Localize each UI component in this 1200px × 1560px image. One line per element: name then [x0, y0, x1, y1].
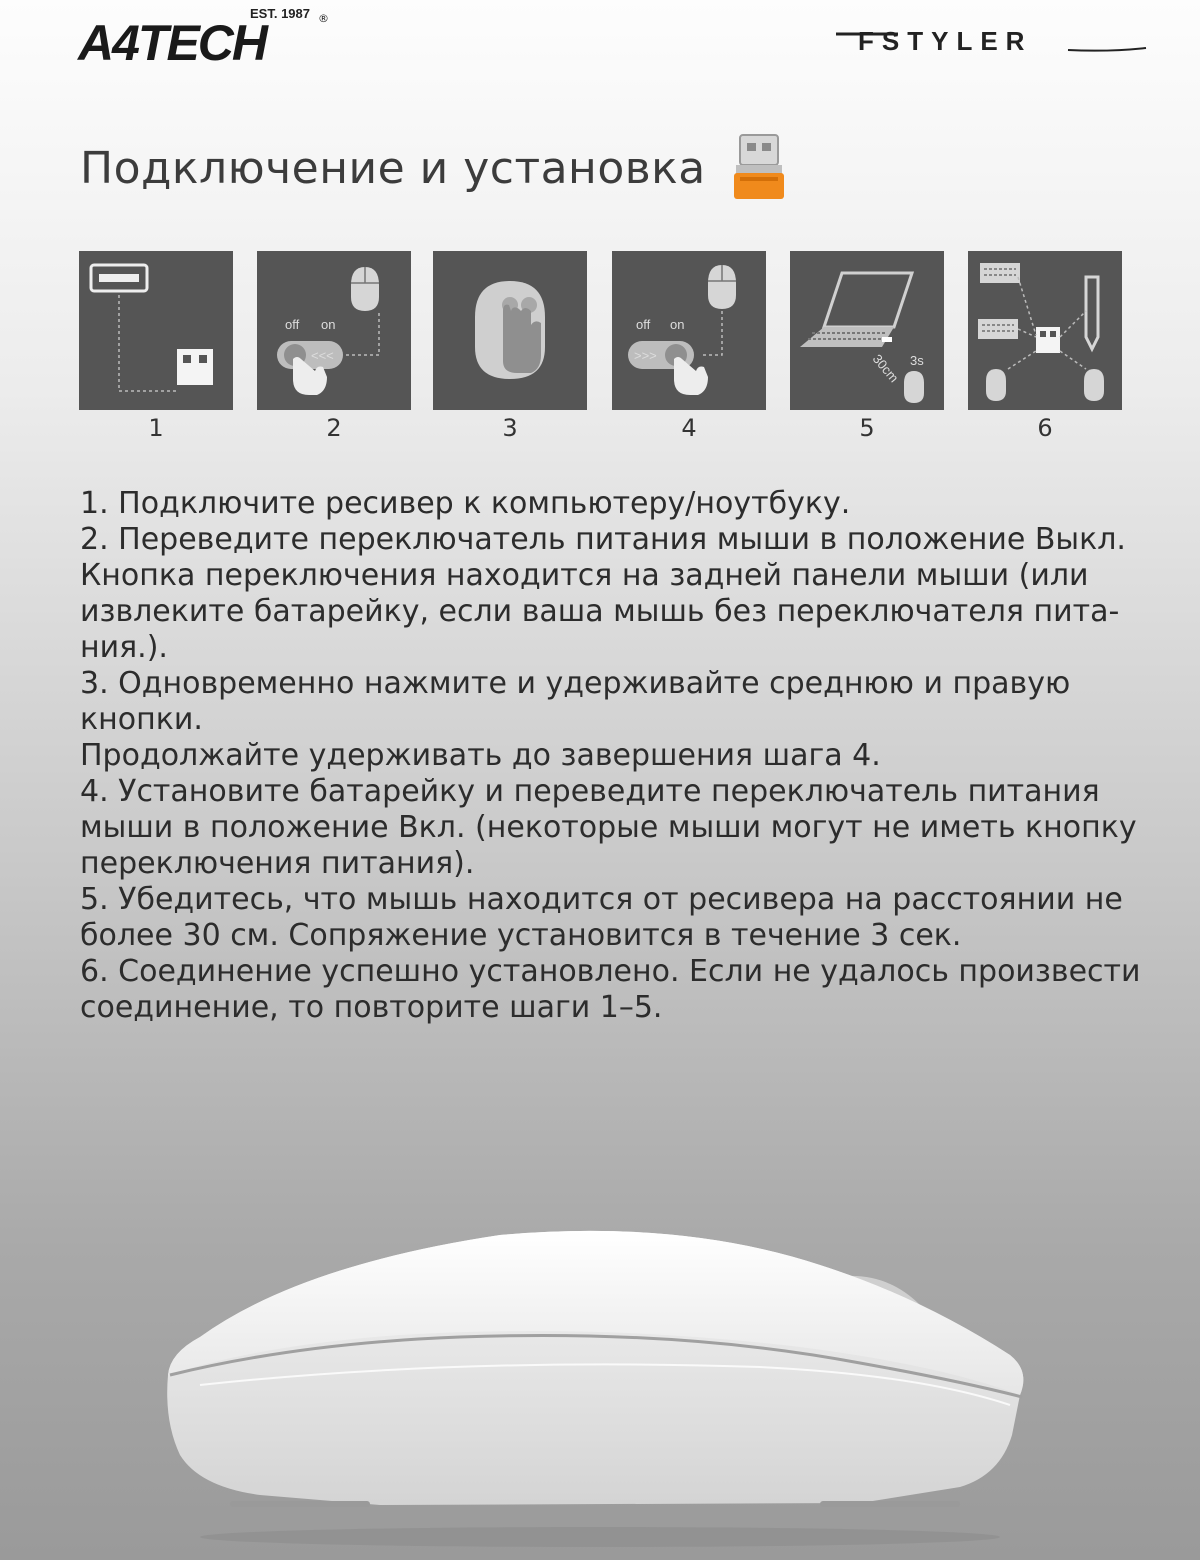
label-off: off — [636, 317, 651, 332]
step-5-number: 5 — [859, 414, 875, 442]
title-row — [80, 128, 788, 208]
step-5-illustration — [790, 251, 944, 410]
receiver-icon — [1036, 327, 1060, 353]
mouse-product-image — [160, 1225, 1040, 1555]
laptop-icon — [824, 273, 912, 327]
label-on: on — [670, 317, 685, 332]
instruction-3: 3. Одновременно нажмите и удерживайте среднюю и правую кнопки. — [80, 666, 1071, 737]
instructions-text — [80, 486, 1160, 1026]
fstyler-text: FSTYLER — [858, 26, 1033, 56]
label-on: on — [321, 317, 336, 332]
instruction-4: 4. Установите батарейку и переведите переключатель питания мыши в положение Вкл. (некоторые мыши могут не иметь кнопку переключения питания). — [80, 774, 1137, 881]
svg-text:>>>: >>> — [634, 348, 657, 363]
instruction-6: 6. Соединение успешно установлено. Если не удалось произвести соединение, то повторите шаги 1–5. — [80, 954, 1141, 1025]
keyboard-icon — [978, 319, 1018, 339]
step-4-illustration — [612, 251, 766, 410]
step-6-number: 6 — [1037, 414, 1053, 442]
step-3 — [433, 251, 587, 442]
step-4 — [612, 251, 766, 442]
logo-est: EST. 1987 — [250, 6, 310, 21]
instruction-1: 1. Подключите ресивер к компьютеру/ноутбуку. — [80, 486, 851, 521]
logo-registered-mark: ® — [318, 12, 329, 25]
mouse-icon — [986, 369, 1006, 401]
header — [0, 0, 1200, 90]
step-1-illustration — [79, 251, 233, 410]
step-6 — [968, 251, 1122, 442]
usb-receiver-icon — [730, 133, 788, 203]
svg-text:<<<: <<< — [311, 348, 334, 363]
page-title: Подключение и установка — [80, 142, 706, 194]
step-2-number: 2 — [326, 414, 342, 442]
time-label: 3s — [910, 353, 924, 368]
distance-label: 30cm — [869, 351, 902, 386]
step-6-illustration — [968, 251, 1122, 410]
step-3-number: 3 — [502, 414, 518, 442]
logo-wordmark: A4TECH — [78, 15, 267, 71]
steps-strip — [79, 251, 1123, 451]
step-4-number: 4 — [681, 414, 697, 442]
step-2 — [257, 251, 411, 442]
keyboard-icon — [980, 263, 1020, 283]
step-2-illustration — [257, 251, 411, 410]
mouse-icon — [1084, 369, 1104, 401]
instruction-5: 5. Убедитесь, что мышь находится от ресивера на расстоянии не более 30 см. Сопряжение установится в течение 3 сек. — [80, 882, 1123, 953]
step-3-illustration — [433, 251, 587, 410]
step-1 — [79, 251, 233, 442]
step-1-number: 1 — [148, 414, 164, 442]
mouse-icon — [904, 371, 924, 403]
fstyler-logo — [828, 22, 1148, 62]
a4tech-logo — [78, 6, 338, 71]
instruction-2: 2. Переведите переключатель питания мыши в положение Выкл. Кнопка переключения находится на задней панели мыши (или извлеките батарейку, если ваша мышь без переключателя пита-ния.). — [80, 522, 1126, 665]
step-5 — [790, 251, 944, 442]
instruction-3-note: Продолжайте удерживать до завершения шага 4. — [80, 738, 881, 773]
label-off: off — [285, 317, 300, 332]
receiver-icon — [177, 349, 213, 385]
pen-icon — [1086, 277, 1098, 349]
